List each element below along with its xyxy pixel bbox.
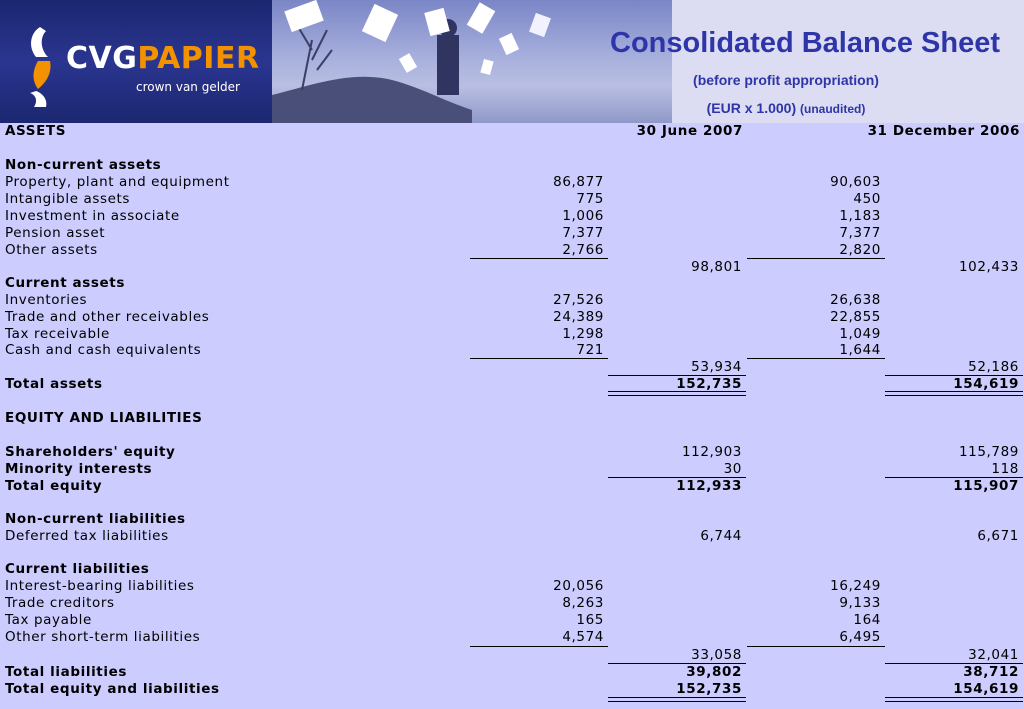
- detail-value-2006: 16,249: [830, 578, 881, 594]
- total-value-2006: 154,619: [953, 376, 1019, 392]
- total-value-2006: 154,619: [953, 681, 1019, 697]
- detail-value-2007: 4,574: [562, 629, 604, 645]
- detail-value-2007: 24,389: [553, 309, 604, 325]
- row-label: Cash and cash equivalents: [5, 342, 202, 358]
- subtotal-value-2007: 33,058: [691, 647, 742, 663]
- row-label: Total liabilities: [5, 664, 127, 680]
- subtotal-rule: [470, 358, 608, 359]
- header-photo-illustration: [272, 0, 672, 123]
- detail-value-2006: 6,495: [839, 629, 881, 645]
- section-heading: Current assets: [5, 275, 125, 291]
- section-heading: EQUITY AND LIABILITIES: [5, 410, 203, 426]
- total-value-2007: 152,735: [676, 376, 742, 392]
- subtotal-value-2007: 98,801: [691, 259, 742, 275]
- balance-sheet-table: [0, 123, 1024, 709]
- subtotal-rule: [747, 358, 885, 359]
- total-value-2007: 112,903: [681, 444, 742, 460]
- row-label: Deferred tax liabilities: [5, 528, 169, 544]
- subtotal-rule: [470, 646, 608, 647]
- total-value-2006: 115,789: [958, 444, 1019, 460]
- detail-value-2006: 22,855: [830, 309, 881, 325]
- subtotal-value-2006: 32,041: [968, 647, 1019, 663]
- subtotal-value-2006: 52,186: [968, 359, 1019, 375]
- double-rule: [608, 697, 746, 702]
- row-label: Tax receivable: [5, 326, 110, 342]
- subtotal-value-2006: 102,433: [958, 259, 1019, 275]
- detail-value-2007: 165: [576, 612, 604, 628]
- detail-value-2006: 7,377: [839, 225, 881, 241]
- section-heading: Non-current liabilities: [5, 511, 186, 527]
- detail-value-2007: 775: [576, 191, 604, 207]
- header-photo: [272, 0, 672, 123]
- row-label: Interest-bearing liabilities: [5, 578, 195, 594]
- detail-value-2006: 164: [853, 612, 881, 628]
- detail-value-2007: 1,006: [562, 208, 604, 224]
- detail-value-2006: 9,133: [839, 595, 881, 611]
- total-value-2007: 30: [723, 461, 742, 477]
- page-title: Consolidated Balance Sheet: [610, 27, 1000, 59]
- detail-value-2007: 86,877: [553, 174, 604, 190]
- detail-value-2006: 1,049: [839, 326, 881, 342]
- assets-header: ASSETS: [5, 123, 67, 139]
- row-label: Intangible assets: [5, 191, 131, 207]
- detail-value-2007: 1,298: [562, 326, 604, 342]
- total-value-2006: 6,671: [977, 528, 1019, 544]
- row-label: Trade and other receivables: [5, 309, 210, 325]
- detail-value-2007: 20,056: [553, 578, 604, 594]
- total-value-2006: 118: [991, 461, 1019, 477]
- detail-value-2006: 450: [853, 191, 881, 207]
- row-label: Other short-term liabilities: [5, 629, 201, 645]
- double-rule: [608, 391, 746, 396]
- detail-value-2006: 26,638: [830, 292, 881, 308]
- detail-value-2007: 721: [576, 342, 604, 358]
- page-subtitle: (before profit appropriation): [693, 72, 879, 88]
- row-label: Total assets: [5, 376, 103, 392]
- subtotal-rule: [747, 258, 885, 259]
- detail-value-2006: 1,644: [839, 342, 881, 358]
- subtotal-rule: [747, 646, 885, 647]
- section-heading: Non-current assets: [5, 157, 162, 173]
- row-label: Property, plant and equipment: [5, 174, 230, 190]
- subtotal-rule: [470, 258, 608, 259]
- total-value-2007: 152,735: [676, 681, 742, 697]
- column-header-period2: 31 December 2006: [867, 123, 1020, 139]
- detail-value-2007: 7,377: [562, 225, 604, 241]
- row-label: Other assets: [5, 242, 98, 258]
- detail-value-2007: 2,766: [562, 242, 604, 258]
- double-rule: [885, 391, 1023, 396]
- row-label: Inventories: [5, 292, 88, 308]
- detail-value-2006: 90,603: [830, 174, 881, 190]
- logo-panel: [0, 0, 272, 123]
- row-label: Minority interests: [5, 461, 153, 477]
- logo-tagline: crown van gelder: [136, 80, 240, 94]
- row-label: Total equity: [5, 478, 103, 494]
- subtotal-value-2007: 53,934: [691, 359, 742, 375]
- row-label: Total equity and liabilities: [5, 681, 220, 697]
- total-value-2007: 112,933: [676, 478, 742, 494]
- detail-value-2006: 1,183: [839, 208, 881, 224]
- detail-value-2006: 2,820: [839, 242, 881, 258]
- row-label: Investment in associate: [5, 208, 180, 224]
- row-label: Tax payable: [5, 612, 92, 628]
- row-label: Trade creditors: [5, 595, 115, 611]
- total-value-2006: 38,712: [963, 664, 1019, 680]
- column-header-period1: 30 June 2007: [636, 123, 743, 139]
- units-note: (EUR x 1.000) (unaudited): [706, 100, 866, 116]
- total-value-2007: 6,744: [700, 528, 742, 544]
- total-value-2007: 39,802: [686, 664, 742, 680]
- logo-wordmark: CVGPAPIER: [66, 41, 260, 76]
- row-label: Pension asset: [5, 225, 106, 241]
- detail-value-2007: 8,263: [562, 595, 604, 611]
- header-banner: [0, 0, 1024, 123]
- section-heading: Current liabilities: [5, 561, 150, 577]
- row-label: Shareholders' equity: [5, 444, 176, 460]
- total-value-2006: 115,907: [953, 478, 1019, 494]
- cvg-logo-mark-icon: [26, 27, 56, 107]
- detail-value-2007: 27,526: [553, 292, 604, 308]
- double-rule: [885, 697, 1023, 702]
